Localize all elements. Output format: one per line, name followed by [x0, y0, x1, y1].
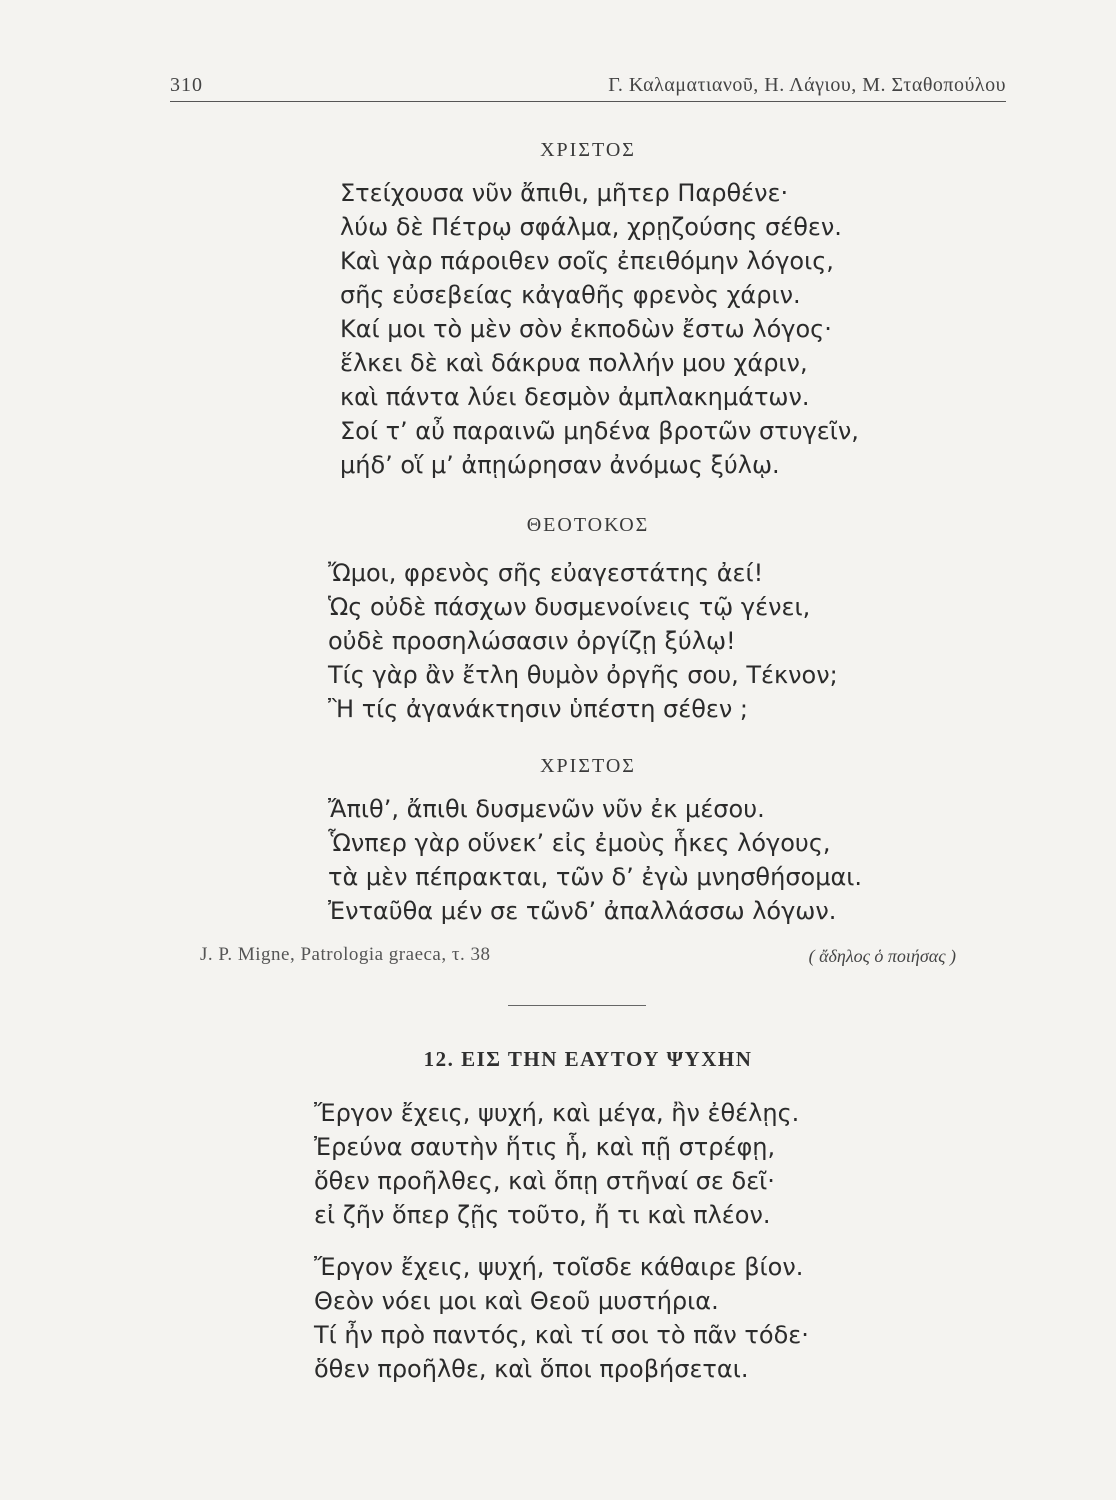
verse-line: ἕλκει δὲ καὶ δάκρυα πολλήν μου χάριν,	[340, 349, 808, 377]
verse-block	[340, 176, 859, 482]
speaker-heading: ΧΡΙΣΤΟΣ	[540, 139, 636, 161]
page-number: 310	[170, 74, 203, 96]
verse-line: Ἔργον ἔχεις, ψυχή, καὶ μέγα, ἢν ἐθέλῃς.	[314, 1099, 800, 1127]
verse-line: εἰ ζῆν ὅπερ ζῇς τοῦτο, ἤ τι καὶ πλέον.	[314, 1201, 771, 1229]
page-header	[170, 74, 1006, 104]
verse-line: Ἔργον ἔχεις, ψυχή, τοῖσδε κάθαιρε βίον.	[314, 1253, 804, 1281]
verse-block	[328, 792, 862, 928]
verse-line: Ἄπιθ’, ἄπιθι δυσμενῶν νῦν ἐκ μέσου.	[328, 795, 765, 823]
verse-line: καὶ πάντα λύει δεσμὸν ἀμπλακημάτων.	[340, 383, 810, 411]
verse-line: μήδ’ οἵ μ’ ἀπῃώρησαν ἀνόμως ξύλῳ.	[340, 451, 780, 479]
verse-line: Στείχουσα νῦν ἄπιθι, μῆτερ Παρθένε·	[340, 179, 789, 207]
verse-line: Καὶ γὰρ πάροιθεν σοῖς ἐπειθόμην λόγοις,	[340, 247, 834, 275]
verse-line: Σοί τ’ αὖ παραινῶ μηδένα βροτῶν στυγεῖν,	[340, 417, 859, 445]
speaker-heading: ΘΕΟΤΟΚΟΣ	[526, 514, 650, 536]
verse-line: Ἢ τίς ἀγανάκτησιν ὑπέστη σέθεν ;	[328, 695, 748, 723]
verse-line: οὐδὲ προσηλώσασιν ὀργίζῃ ξύλῳ!	[328, 627, 736, 655]
author-attribution: ( ἄδηλος ὁ ποιήσας )	[808, 946, 956, 966]
section-separator	[508, 1005, 646, 1006]
verse-line: τὰ μὲν πέπρακται, τῶν δ’ ἐγὼ μνησθήσομαι.	[328, 863, 863, 891]
verse-line: λύω δὲ Πέτρῳ σφάλμα, χρῃζούσης σέθεν.	[340, 213, 842, 241]
running-title: Γ. Καλαματιανοῦ, Η. Λάγιου, Μ. Σταθοπούλου	[608, 74, 1006, 96]
source-citation: J. P. Migne, Patrologia graeca, τ. 38	[200, 944, 491, 965]
header-rule	[170, 101, 1006, 102]
poem-stanza	[314, 1250, 809, 1386]
verse-line: Ὧνπερ γὰρ οὕνεκ’ εἰς ἐμοὺς ἧκες λόγους,	[328, 829, 831, 857]
verse-line: Ἐνταῦθα μέν σε τῶνδ’ ἀπαλλάσσω λόγων.	[328, 897, 837, 925]
poem-stanza	[314, 1096, 799, 1232]
verse-line: Ὤμοι, φρενὸς σῆς εὐαγεστάτης ἀεί!	[328, 559, 764, 587]
verse-line: Ὡς οὐδὲ πάσχων δυσμενοίνεις τῷ γένει,	[328, 593, 811, 621]
speaker-heading: ΧΡΙΣΤΟΣ	[540, 755, 636, 777]
verse-line: ὅθεν προῆλθες, καὶ ὅπῃ στῆναί σε δεῖ·	[314, 1167, 775, 1195]
poem-title: 12. ΕΙΣ ΤΗΝ ΕΑΥΤΟΥ ΨΥΧΗΝ	[423, 1047, 753, 1071]
verse-line: Τίς γὰρ ἂν ἔτλη θυμὸν ὀργῆς σου, Τέκνον;	[328, 661, 838, 689]
verse-line: σῆς εὐσεβείας κἀγαθῆς φρενὸς χάριν.	[340, 281, 801, 309]
verse-line: Τί ἦν πρὸ παντός, καὶ τί σοι τὸ πᾶν τόδε·	[314, 1321, 809, 1349]
verse-line: Θεὸν νόει μοι καὶ Θεοῦ μυστήρια.	[314, 1287, 719, 1315]
verse-line: Ἐρεύνα σαυτὴν ἥτις ἧ, καὶ πῇ στρέφῃ,	[314, 1133, 776, 1161]
verse-block	[328, 556, 838, 726]
verse-line: ὅθεν προῆλθε, καὶ ὅποι προβήσεται.	[314, 1355, 749, 1383]
verse-line: Καί μοι τὸ μὲν σὸν ἐκποδὼν ἔστω λόγος·	[340, 315, 832, 343]
